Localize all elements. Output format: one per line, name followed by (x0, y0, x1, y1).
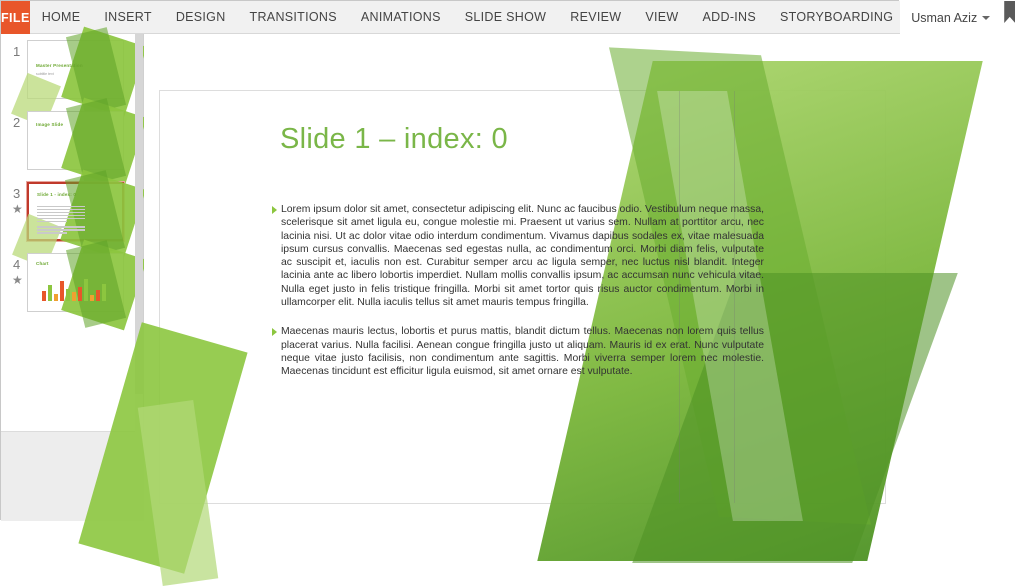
paragraph-text: Lorem ipsum dolor sit amet, consectetur adipiscing elit. Nunc ac faucibus odio. Vestibulum neque massa, scelerisque sit amet ligula eu, congue molestie mi. Praesent ut varius sem. Nullam at porttitor arcu, nec lacinia nisi. Ut ac dolor vitae odio interdum condimentum. Vivamus dapibus sodales ex, vitae malesuada ipsum cursus convallis. Maecenas sed egestas nulla, ac condimentum orci. Morbi diam felis, vulputate ac suscipit et, iaculis non est. Curabitur semper arcu ac ligula semper, nec luctus nisl blandit. Integer lacinia ante ac libero lobortis imperdiet. Nullam mollis convallis ipsum, ac accumsan nunc vehicula vitae. Nulla eget justo in felis tristique fringilla. Morbi sit amet tortor quis risus auctor condimentum. Morbi in ullamcorper elit. Nulla iaculis tellus sit amet mauris tempus fringilla. (281, 204, 764, 309)
slide-thumbnail-frame-3 (27, 182, 124, 241)
tab-home[interactable]: HOME (41, 10, 81, 24)
tab-animations[interactable]: ANIMATIONS (360, 10, 441, 24)
editor-body (1, 34, 900, 521)
slide-number-1: 1 (13, 44, 21, 59)
slide-art-3 (29, 184, 122, 239)
thumb-title-1: Master Presentation (36, 63, 83, 68)
slide-thumbnail-1[interactable] (1, 34, 143, 105)
current-slide[interactable] (160, 91, 885, 503)
tab-design[interactable]: DESIGN (175, 10, 226, 24)
tab-slide-show[interactable]: SLIDE SHOW (464, 10, 547, 24)
slide-art-1 (28, 41, 123, 98)
bookmark-shape (1004, 1, 1015, 23)
thumb-title-2: Image Slide (36, 122, 64, 127)
slide-thumbnail-2[interactable] (1, 105, 143, 176)
slide-number-3: 3 (13, 186, 21, 201)
slide-number-2: 2 (13, 115, 21, 130)
tab-add-ins[interactable]: ADD-INS (702, 10, 757, 24)
thumb-chart-icon (42, 273, 106, 301)
slide-title[interactable]: Slide 1 – index: 0 (280, 123, 508, 155)
slide-body-placeholder[interactable] (272, 203, 764, 395)
slide-thumbnail-3[interactable] (1, 176, 143, 247)
star-animation-icon: ★ (12, 273, 23, 287)
slide-thumbnail-4[interactable] (1, 247, 143, 318)
thumb-text-lines (37, 206, 85, 235)
slide-canvas-area (144, 34, 900, 521)
tab-file[interactable]: FILE (1, 1, 30, 34)
account-menu[interactable] (905, 1, 1000, 34)
thumb-subtitle-1: subtitle text (36, 72, 54, 76)
slide-paragraph-1[interactable] (272, 203, 764, 309)
slide-number-4: 4 (13, 257, 21, 272)
tab-insert[interactable]: INSERT (104, 10, 152, 24)
tab-view[interactable]: VIEW (645, 10, 679, 24)
chevron-down-icon (982, 16, 990, 20)
star-animation-icon: ★ (12, 202, 23, 216)
triangle-bullet-icon (272, 206, 277, 214)
tab-transitions[interactable]: TRANSITIONS (249, 10, 337, 24)
slide-paragraph-2[interactable] (272, 325, 764, 378)
slide-art-2 (28, 112, 123, 169)
thumb-title-3: Slide 1 - index: 0 (37, 192, 77, 197)
slide-thumbnail-frame-1 (27, 40, 124, 99)
slide-thumbnail-frame-2 (27, 111, 124, 170)
slide-art-4 (28, 254, 123, 311)
ribbon-tabs (30, 1, 906, 34)
triangle-bullet-icon (272, 328, 277, 336)
tab-storyboarding[interactable]: STORYBOARDING (780, 10, 894, 24)
tab-review[interactable]: REVIEW (570, 10, 622, 24)
slide-thumbnail-frame-4 (27, 253, 124, 312)
ribbon-tab-bar (1, 1, 978, 34)
account-name: Usman Aziz (911, 10, 978, 25)
thumb-title-4: Chart (36, 261, 49, 266)
paragraph-text: Maecenas mauris lectus, lobortis et purus mattis, blandit dictum tellus. Maecenas non lorem quis tellus placerat varius. Nulla facilisi. Aenean congue fringilla justo ut aliquam. Mauris id ex erat. Nunc vulputate neque vitae justo facilisis, non condimentum ante sagittis. Morbi viverra semper lorem nec molestie. Maecenas tincidunt est efficitur ligula euismod, sit amet ornare est vulputate. (281, 326, 764, 378)
